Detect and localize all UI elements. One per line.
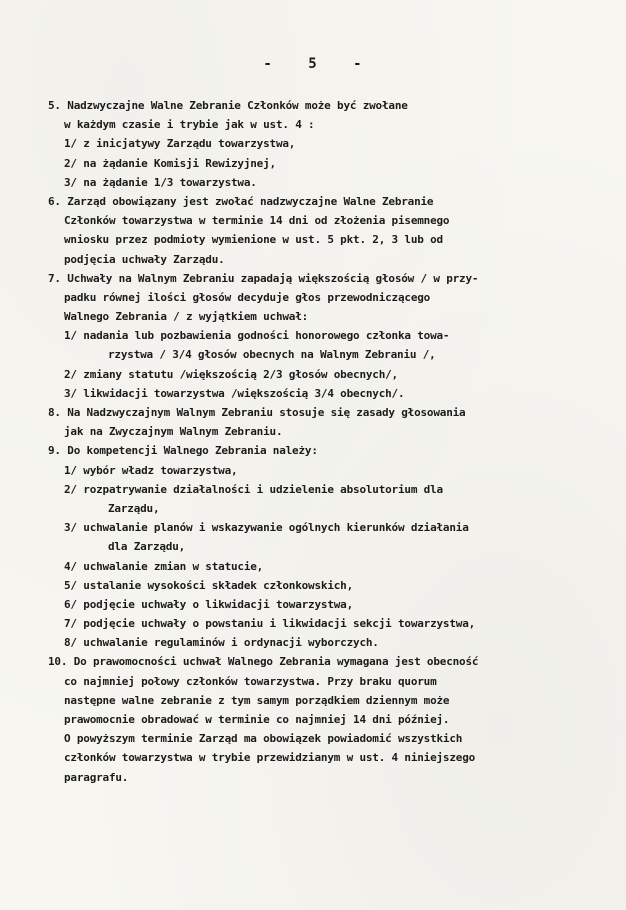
text-line: podjęcia uchwały Zarządu.: [64, 252, 225, 266]
text-line: 10. Do prawomocności uchwał Walnego Zebrania wymagana jest obecność: [48, 655, 479, 669]
text-line: 6/ podjęcie uchwały o likwidacji towarzystwa,: [64, 597, 354, 611]
text-line: jak na Zwyczajnym Walnym Zebraniu.: [64, 425, 283, 439]
text-line: 9. Do kompetencji Walnego Zebrania należy:: [48, 444, 318, 458]
text-line: 8/ uchwalanie regulaminów i ordynacji wyborczych.: [64, 636, 379, 650]
text-line: co najmniej połowy członków towarzystwa. Przy braku quorum: [64, 674, 437, 688]
document-body: [48, 96, 600, 787]
text-line: 2/ rozpatrywanie działalności i udzielenie absolutorium dla: [64, 482, 443, 496]
text-line: następne walne zebranie z tym samym porządkiem dziennym może: [64, 693, 450, 707]
text-line: 5/ ustalanie wysokości składek członkowskich,: [64, 578, 354, 592]
text-line: paragrafu.: [64, 770, 129, 784]
text-line: 3/ uchwalanie planów i wskazywanie ogólnych kierunków działania: [64, 521, 469, 535]
text-line: 3/ likwidacji towarzystwa /większością 3/4 obecnych/.: [64, 386, 405, 400]
text-line: członków towarzystwa w trybie przewidzianym w ust. 4 niniejszego: [64, 751, 476, 765]
text-line: O powyższym terminie Zarząd ma obowiązek powiadomić wszystkich: [64, 732, 463, 746]
text-line: 1/ z inicjatywy Zarządu towarzystwa,: [64, 137, 296, 151]
text-line: 6. Zarząd obowiązany jest zwołać nadzwyczajne Walne Zebranie: [48, 194, 434, 208]
header-dash-left: -: [263, 56, 273, 72]
text-line: 7/ podjęcie uchwały o powstaniu i likwidacji sekcji towarzystwa,: [64, 617, 476, 631]
text-line: 3/ na żądanie 1/3 towarzystwa.: [64, 175, 257, 189]
text-line: Członków towarzystwa w terminie 14 dni od złożenia pisemnego: [64, 214, 450, 228]
text-line: 4/ uchwalanie zmian w statucie,: [64, 559, 264, 573]
text-line: w każdym czasie i trybie jak w ust. 4 :: [64, 118, 315, 132]
text-line: prawomocnie obradować w terminie co najmniej 14 dni później.: [64, 713, 450, 726]
page-number: 5: [308, 56, 318, 72]
text-line: padku równej ilości głosów decyduje głos przewodniczącego: [64, 290, 431, 304]
text-line: dla Zarządu,: [108, 540, 186, 554]
text-line: Zarządu,: [108, 501, 160, 515]
text-line: 8. Na Nadzwyczajnym Walnym Zebraniu stosuje się zasady głosowania: [48, 406, 466, 419]
text-line: 5. Nadzwyczajne Walne Zebranie Członków może być zwołane: [48, 99, 408, 112]
text-line: wniosku przez podmioty wymienione w ust. 5 pkt. 2, 3 lub od: [64, 233, 443, 247]
text-line: 1/ nadania lub pozbawienia godności honorowego członka towa-: [64, 329, 450, 343]
text-line: 1/ wybór władz towarzystwa,: [64, 463, 238, 477]
header-dash-right: -: [353, 56, 363, 72]
text-line: 2/ zmiany statutu /większością 2/3 głosów obecnych/,: [64, 367, 398, 381]
text-line: rzystwa / 3/4 głosów obecnych na Walnym Zebraniu /,: [108, 348, 436, 362]
text-line: 2/ na żądanie Komisji Rewizyjnej,: [64, 156, 276, 170]
text-line: 7. Uchwały na Walnym Zebraniu zapadają większością głosów / w przy-: [48, 271, 479, 285]
page-header: [0, 56, 626, 72]
text-line: Walnego Zebrania / z wyjątkiem uchwał:: [64, 310, 309, 324]
